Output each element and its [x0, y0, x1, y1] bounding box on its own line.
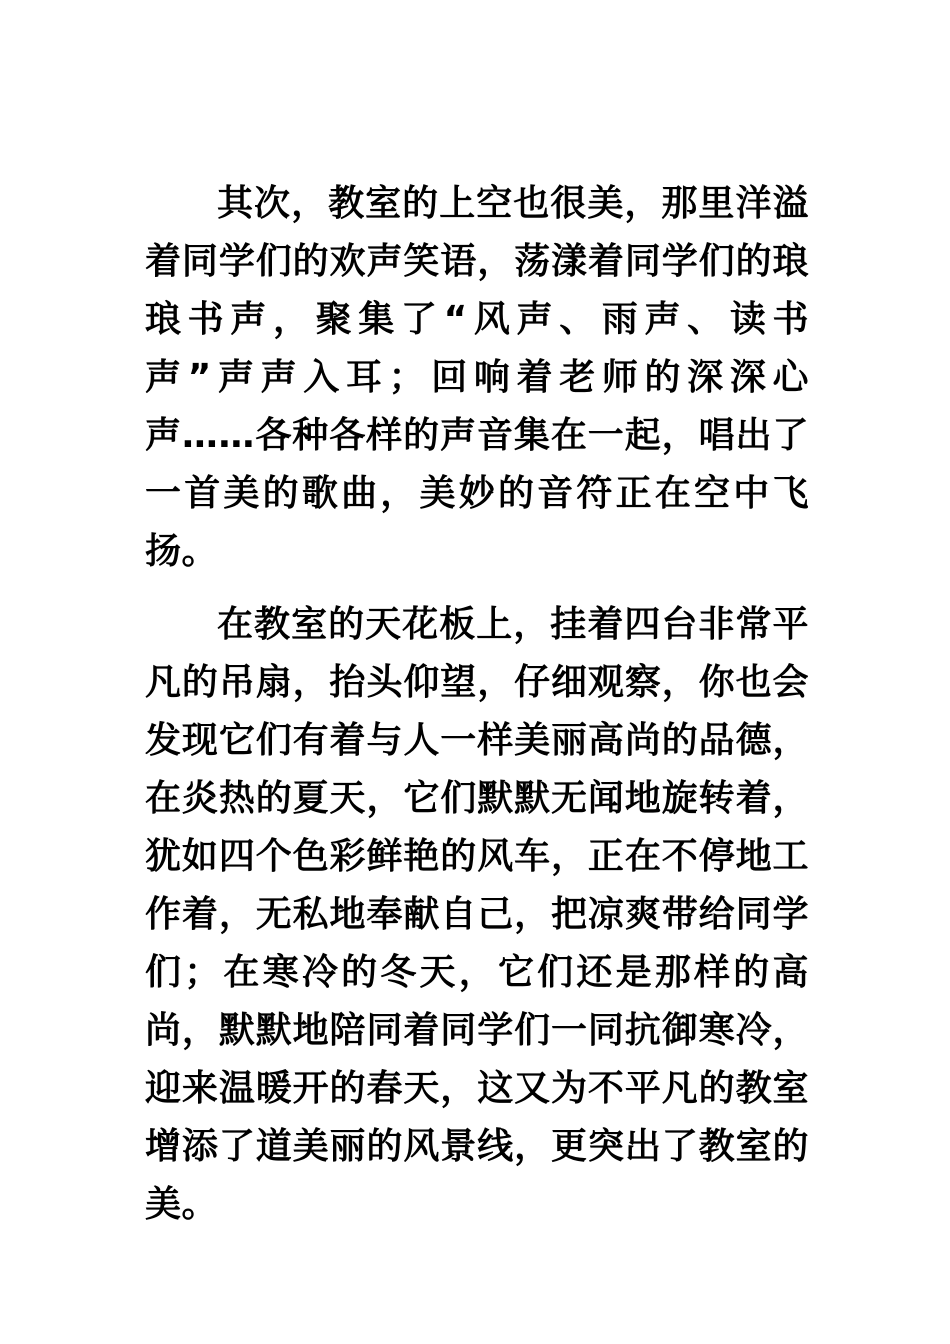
paragraph-classroom-sky: 其次，教室的上空也很美，那里洋溢着同学们的欢声笑语，荡漾着同学们的琅琅书声，聚集了“风声、雨声、读书声”声声入耳；回响着老师的深深心声……各种各样的声音集在一起，唱出了一首美的歌曲，美妙的音符正在空中飞扬。: [145, 183, 809, 572]
paragraph-ceiling-fans: 在教室的天花板上，挂着四台非常平凡的吊扇，抬头仰望，仔细观察，你也会发现它们有着与人一样美丽高尚的品德，在炎热的夏天，它们默默无闻地旋转着，犹如四个色彩鲜艳的风车，正在不停地工作着，无私地奉献自己，把凉爽带给同学们；在寒冷的冬天，它们还是那样的高尚，默默地陪同着同学们一同抗御寒冷，迎来温暖开的春天，这又为不平凡的教室增添了道美丽的风景线，更突出了教室的美。: [145, 604, 809, 1225]
